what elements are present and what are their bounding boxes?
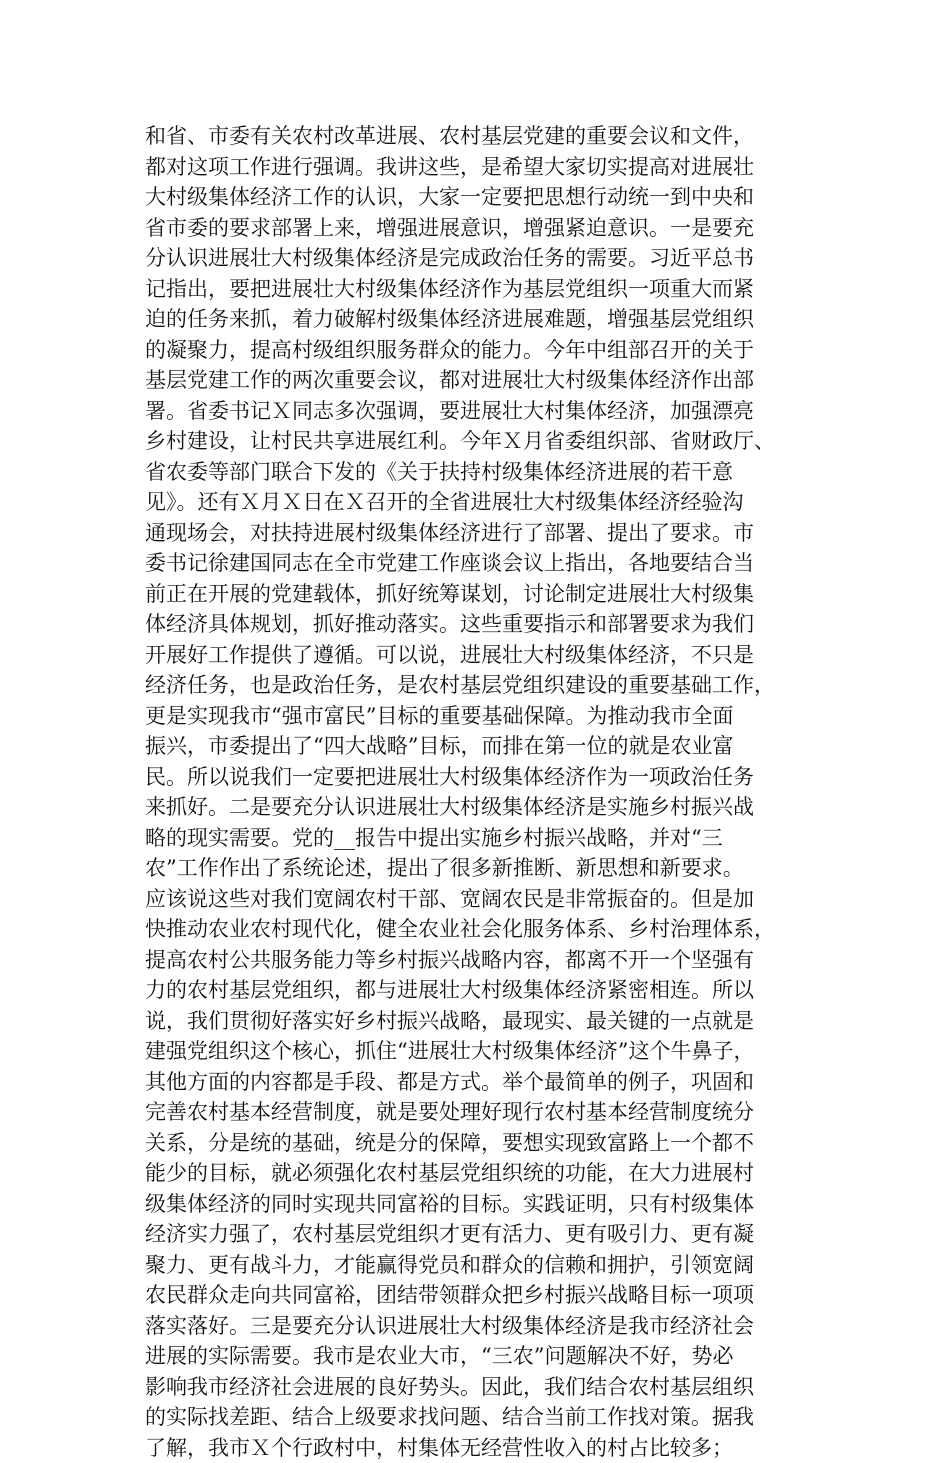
text-line: 和省、市委有关农村改革进展、农村基层党建的重要会议和文件，: [145, 121, 825, 152]
text-line: 快推动农业农村现代化，健全农业社会化服务体系、乡村治理体系，: [145, 914, 825, 945]
text-line: 省市委的要求部署上来，增强进展意识，增强紧迫意识。一是要充: [145, 213, 825, 244]
text-line: 的凝聚力，提高村级组织服务群众的能力。今年中组部召开的关于: [145, 335, 825, 366]
text-line: 力的农村基层党组织，都与进展壮大村级集体经济紧密相连。所以: [145, 975, 825, 1006]
text-line: 说，我们贯彻好落实好乡村振兴战略，最现实、最关键的一点就是: [145, 1006, 825, 1037]
text-line: 迫的任务来抓，着力破解村级集体经济进展难题，增强基层党组织: [145, 304, 825, 335]
text-line: 了解，我市Ｘ个行政村中，村集体无经营性收入的村占比较多；: [145, 1433, 825, 1463]
text-line: 农民群众走向共同富裕，团结带领群众把乡村振兴战略目标一项项: [145, 1280, 825, 1311]
text-line: 进展的实际需要。我市是农业大市，“三农”问题解决不好，势必: [145, 1341, 825, 1372]
text-line: 分认识进展壮大村级集体经济是完成政治任务的需要。习近平总书: [145, 243, 825, 274]
text-line: 通现场会，对扶持进展村级集体经济进行了部署、提出了要求。市: [145, 518, 825, 549]
text-line: 见》。还有Ｘ月Ｘ日在Ｘ召开的全省进展壮大村级集体经济经验沟: [145, 487, 825, 518]
text-line: 关系，分是统的基础，统是分的保障，要想实现致富路上一个都不: [145, 1128, 825, 1159]
text-line: 提高农村公共服务能力等乡村振兴战略内容，都离不开一个坚强有: [145, 945, 825, 976]
text-line: 级集体经济的同时实现共同富裕的目标。实践证明，只有村级集体: [145, 1189, 825, 1220]
text-line: 来抓好。二是要充分认识进展壮大村级集体经济是实施乡村振兴战: [145, 792, 825, 823]
text-line: 经济任务，也是政治任务，是农村基层党组织建设的重要基础工作，: [145, 670, 825, 701]
text-line: 农”工作作出了系统论述，提出了很多新推断、新思想和新要求。: [145, 853, 825, 884]
text-line: 都对这项工作进行强调。我讲这些，是希望大家切实提高对进展壮: [145, 152, 825, 183]
text-line: 影响我市经济社会进展的良好势头。因此，我们结合农村基层组织: [145, 1372, 825, 1403]
text-line: 经济实力强了，农村基层党组织才更有活力、更有吸引力、更有凝: [145, 1219, 825, 1250]
text-line: 体经济具体规划，抓好推动落实。这些重要指示和部署要求为我们: [145, 609, 825, 640]
text-line: 大村级集体经济工作的认识，大家一定要把思想行动统一到中央和: [145, 182, 825, 213]
text-line: 振兴，市委提出了“四大战略”目标，而排在第一位的就是农业富: [145, 731, 825, 762]
text-line: 乡村建设，让村民共享进展红利。今年Ｘ月省委组织部、省财政厅、: [145, 426, 825, 457]
text-line: 略的现实需要。党的__报告中提出实施乡村振兴战略，并对“三: [145, 823, 825, 854]
text-line: 能少的目标，就必须强化农村基层党组织统的功能，在大力进展村: [145, 1158, 825, 1189]
text-line: 省农委等部门联合下发的《关于扶持村级集体经济进展的若干意: [145, 457, 825, 488]
text-line: 署。省委书记Ｘ同志多次强调，要进展壮大村集体经济，加强漂亮: [145, 396, 825, 427]
text-line: 前正在开展的党建载体，抓好统筹谋划，讨论制定进展壮大村级集: [145, 579, 825, 610]
text-line: 委书记徐建国同志在全市党建工作座谈会议上指出，各地要结合当: [145, 548, 825, 579]
text-line: 建强党组织这个核心，抓住“进展壮大村级集体经济”这个牛鼻子，: [145, 1036, 825, 1067]
text-line: 开展好工作提供了遵循。可以说，进展壮大村级集体经济，不只是: [145, 640, 825, 671]
text-line: 其他方面的内容都是手段、都是方式。举个最简单的例子，巩固和: [145, 1067, 825, 1098]
text-line: 记指出，要把进展壮大村级集体经济作为基层党组织一项重大而紧: [145, 274, 825, 305]
body-text: [145, 121, 825, 1463]
text-line: 落实落好。三是要充分认识进展壮大村级集体经济是我市经济社会: [145, 1311, 825, 1342]
text-line: 聚力、更有战斗力，才能赢得党员和群众的信赖和拥护，引领宽阔: [145, 1250, 825, 1281]
text-line: 民。所以说我们一定要把进展壮大村级集体经济作为一项政治任务: [145, 762, 825, 793]
text-line: 完善农村基本经营制度，就是要处理好现行农村基本经营制度统分: [145, 1097, 825, 1128]
text-line: 应该说这些对我们宽阔农村干部、宽阔农民是非常振奋的。但是加: [145, 884, 825, 915]
text-line: 的实际找差距、结合上级要求找问题、结合当前工作找对策。据我: [145, 1402, 825, 1433]
text-line: 基层党建工作的两次重要会议，都对进展壮大村级集体经济作出部: [145, 365, 825, 396]
text-line: 更是实现我市“强市富民”目标的重要基础保障。为推动我市全面: [145, 701, 825, 732]
